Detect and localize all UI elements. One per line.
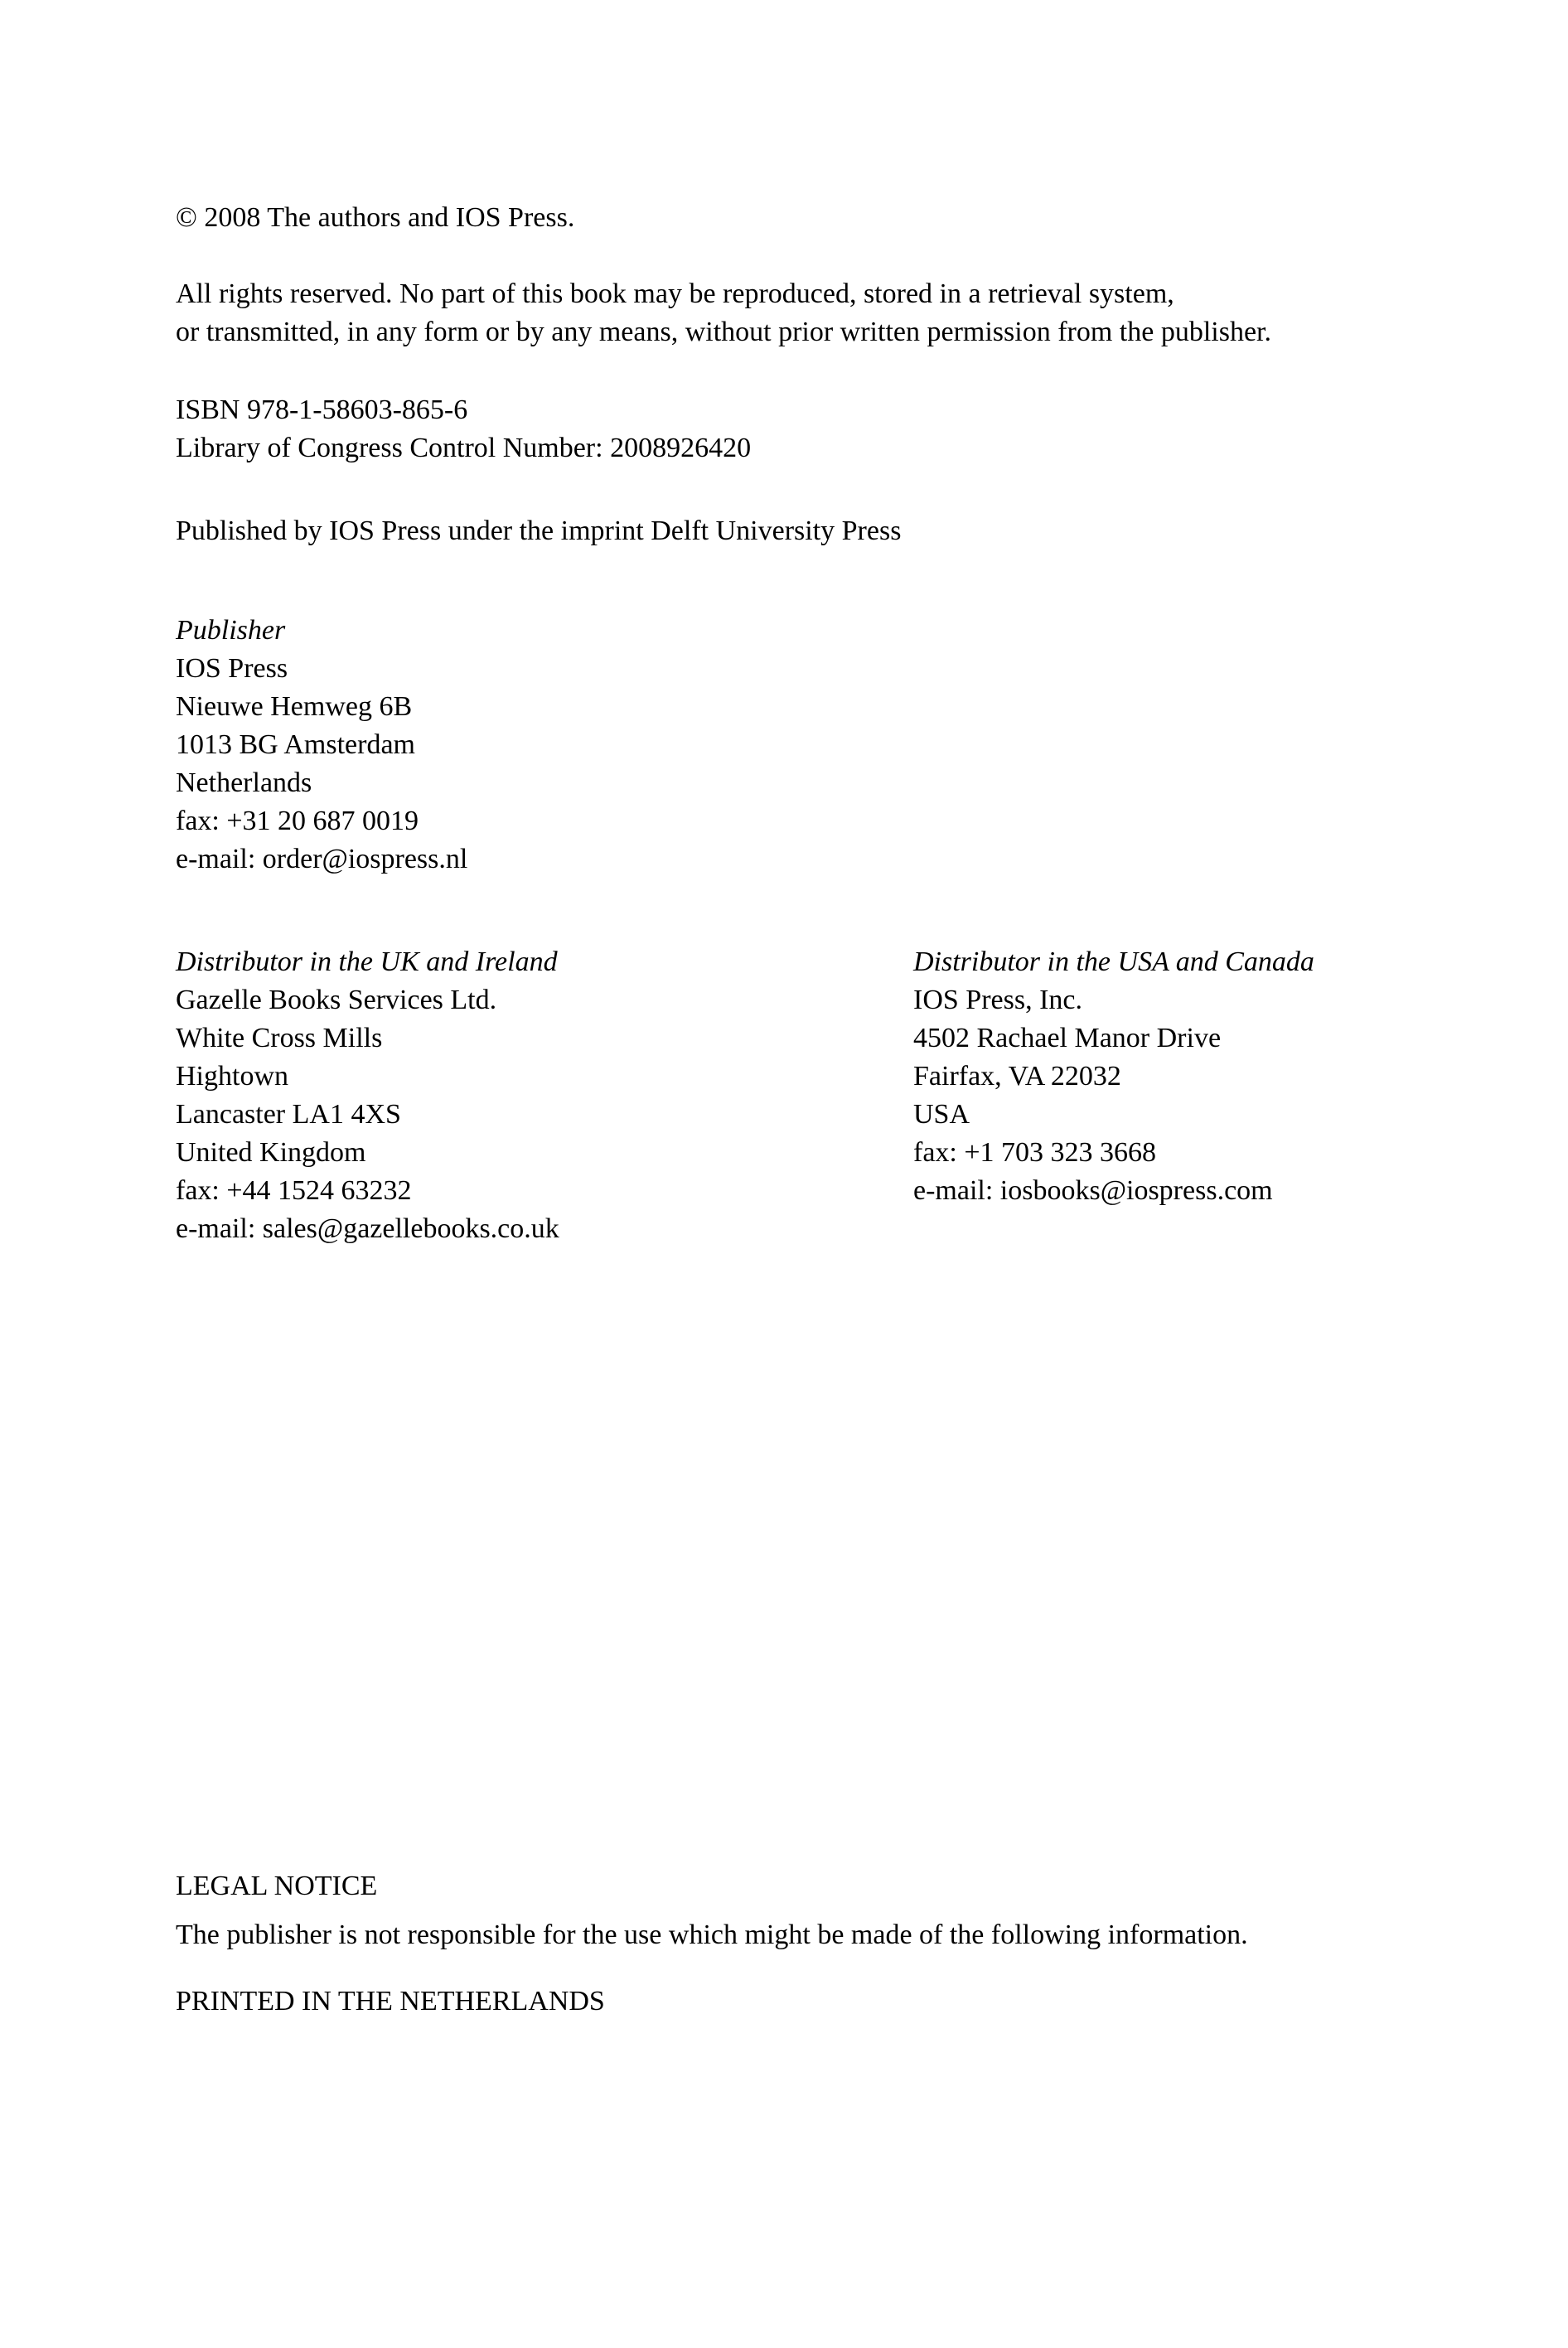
imprint-line: Published by IOS Press under the imprint Delft University Press [176,516,902,546]
publisher-line: fax: +31 20 687 0019 [176,806,419,836]
legal-notice-heading: LEGAL NOTICE [176,1871,378,1901]
distributor-usa-heading: Distributor in the USA and Canada [913,946,1314,977]
isbn-line: ISBN 978-1-58603-865-6 [176,395,468,425]
distributor-usa-line: IOS Press, Inc. [913,985,1082,1015]
copyright-line: © 2008 The authors and IOS Press. [176,202,575,233]
distributor-uk-line: Gazelle Books Services Ltd. [176,985,497,1015]
lccn-line: Library of Congress Control Number: 2008926420 [176,433,752,463]
distributor-uk-line: Lancaster LA1 4XS [176,1099,401,1130]
publisher-line: 1013 BG Amsterdam [176,729,415,760]
distributor-usa-line: 4502 Rachael Manor Drive [913,1023,1222,1053]
publisher-email: e-mail: order@iospress.nl [176,844,468,874]
printed-in-line: PRINTED IN THE NETHERLANDS [176,1986,605,2016]
publisher-line: Nieuwe Hemweg 6B [176,691,413,722]
publisher-line: IOS Press [176,653,288,684]
publisher-block [176,612,467,879]
publisher-line: Netherlands [176,767,312,798]
distributor-uk-heading: Distributor in the UK and Ireland [176,946,558,977]
distributor-usa-line: fax: +1 703 323 3668 [913,1137,1157,1168]
distributor-uk-line: fax: +44 1524 63232 [176,1175,412,1206]
distributor-uk-line: United Kingdom [176,1137,366,1168]
rights-line-1: All rights reserved. No part of this book may be reproduced, stored in a retrieval system, [176,278,1174,309]
distributor-uk-line: White Cross Mills [176,1023,383,1053]
rights-line-2: or transmitted, in any form or by any means, without prior written permission from the publisher. [176,317,1271,347]
publisher-heading: Publisher [176,615,286,646]
distributor-uk-line: Hightown [176,1061,288,1092]
distributor-usa-block [913,943,1314,1210]
distributor-uk-email: e-mail: sales@gazellebooks.co.uk [176,1213,559,1244]
legal-notice-text: The publisher is not responsible for the use which might be made of the following information. [176,1920,1248,1950]
distributor-uk-block [176,943,559,1248]
distributor-usa-line: USA [913,1099,970,1130]
distributor-usa-email: e-mail: iosbooks@iospress.com [913,1175,1273,1206]
distributor-usa-line: Fairfax, VA 22032 [913,1061,1121,1092]
